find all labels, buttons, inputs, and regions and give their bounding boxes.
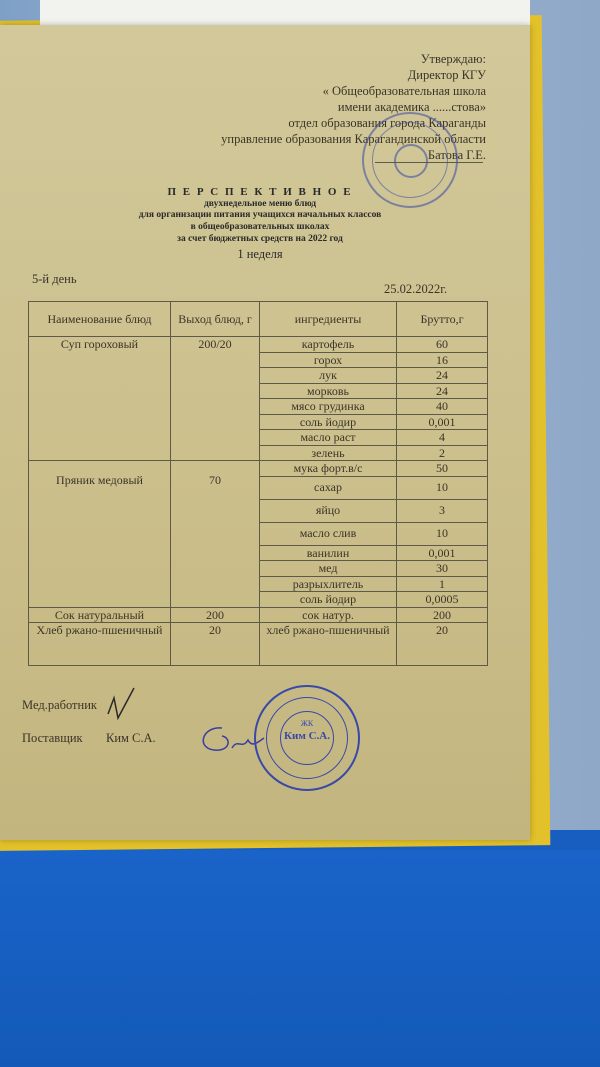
medic-signature	[104, 684, 144, 724]
ingredient-gross: 20	[397, 623, 488, 666]
ingredient-name: масло раст	[260, 430, 397, 446]
dish-name: Суп гороховый	[29, 337, 171, 461]
supplier-name: Ким С.А.	[106, 731, 156, 745]
stamp-top-text: ЖК	[300, 719, 314, 728]
ingredient-gross: 10	[397, 476, 488, 499]
subtitle-1: двухнедельное меню блюд	[203, 199, 317, 209]
ingredient-gross: 1	[397, 576, 488, 592]
approval-line-1: Утверждаю:	[420, 52, 486, 66]
ingredient-name: соль йодир	[260, 592, 397, 608]
dish-name: Хлеб ржано-пшеничный	[29, 623, 171, 666]
ingredient-name: разрыхлитель	[260, 576, 397, 592]
ingredient-name: лук	[260, 368, 397, 384]
subtitle-4: за счет бюджетных средств на 2022 год	[177, 234, 343, 244]
dish-output: 70	[171, 461, 260, 608]
document-title: П Е Р С П Е К Т И В Н О Е	[167, 186, 353, 198]
ingredient-gross: 16	[397, 352, 488, 368]
ingredient-gross: 40	[397, 399, 488, 415]
table-row	[29, 337, 488, 353]
ingredient-name: сахар	[260, 476, 397, 499]
approval-line-7: Батова Г.Е.	[427, 148, 486, 162]
ingredient-name: яйцо	[260, 499, 397, 522]
ingredient-name: мясо грудинка	[260, 399, 397, 415]
header-gross: Брутто,г	[397, 302, 488, 337]
ingredient-gross: 24	[397, 383, 488, 399]
ingredient-gross: 50	[397, 461, 488, 477]
ingredient-name: соль йодир	[260, 414, 397, 430]
dish-output: 200/20	[171, 337, 260, 461]
ingredient-name: картофель	[260, 337, 397, 353]
ingredient-gross: 2	[397, 445, 488, 461]
ingredient-gross: 60	[397, 337, 488, 353]
ingredient-name: мука форт.в/с	[260, 461, 397, 477]
ingredient-gross: 10	[397, 522, 488, 545]
day-label: 5-й день	[32, 272, 77, 286]
ingredient-name: горох	[260, 352, 397, 368]
stamp-name: Ким С.А.	[284, 730, 330, 742]
ingredient-gross: 24	[397, 368, 488, 384]
header-output: Выход блюд, г	[171, 302, 260, 337]
table-row	[29, 607, 488, 623]
table-header-row	[29, 302, 488, 337]
table-row	[29, 461, 488, 477]
medic-label: Мед.работник	[22, 698, 97, 712]
ingredient-gross: 4	[397, 430, 488, 446]
ingredient-name: ванилин	[260, 545, 397, 561]
approval-line-3: « Общеобразовательная школа	[322, 84, 486, 98]
header-ingredients: ингредиенты	[260, 302, 397, 337]
ingredient-name: хлеб ржано-пшеничный	[260, 623, 397, 666]
ingredient-gross: 0,0005	[397, 592, 488, 608]
approval-line-4: имени академика ......стова»	[337, 100, 486, 114]
ingredient-gross: 200	[397, 607, 488, 623]
week-label: 1 неделя	[237, 247, 283, 261]
ingredient-name: масло слив	[260, 522, 397, 545]
subtitle-3: в общеобразовательных школах	[190, 222, 330, 232]
supplier-stamp	[254, 685, 360, 791]
table-row	[29, 623, 488, 666]
dish-name: Пряник медовый	[29, 461, 171, 608]
dish-name: Сок натуральный	[29, 607, 171, 623]
subtitle-2: для организации питания учащихся начальных классов	[138, 210, 382, 220]
ingredient-gross: 3	[397, 499, 488, 522]
ingredient-name: мед	[260, 561, 397, 577]
approval-line-6: управление образования Карагандинской области	[221, 132, 486, 146]
approval-line-2: Директор КГУ	[407, 68, 486, 82]
date-label: 25.02.2022г.	[384, 282, 448, 296]
ingredient-name: зелень	[260, 445, 397, 461]
menu-table	[28, 301, 488, 666]
approval-line-5: отдел образования города Караганды	[288, 116, 486, 130]
dish-output: 200	[171, 607, 260, 623]
header-dish: Наименование блюд	[29, 302, 171, 337]
ingredient-gross: 30	[397, 561, 488, 577]
ingredient-gross: 0,001	[397, 545, 488, 561]
ingredient-gross: 0,001	[397, 414, 488, 430]
supplier-label: Поставщик	[22, 731, 83, 745]
dish-output: 20	[171, 623, 260, 666]
ingredient-name: сок натур.	[260, 607, 397, 623]
ingredient-name: морковь	[260, 383, 397, 399]
